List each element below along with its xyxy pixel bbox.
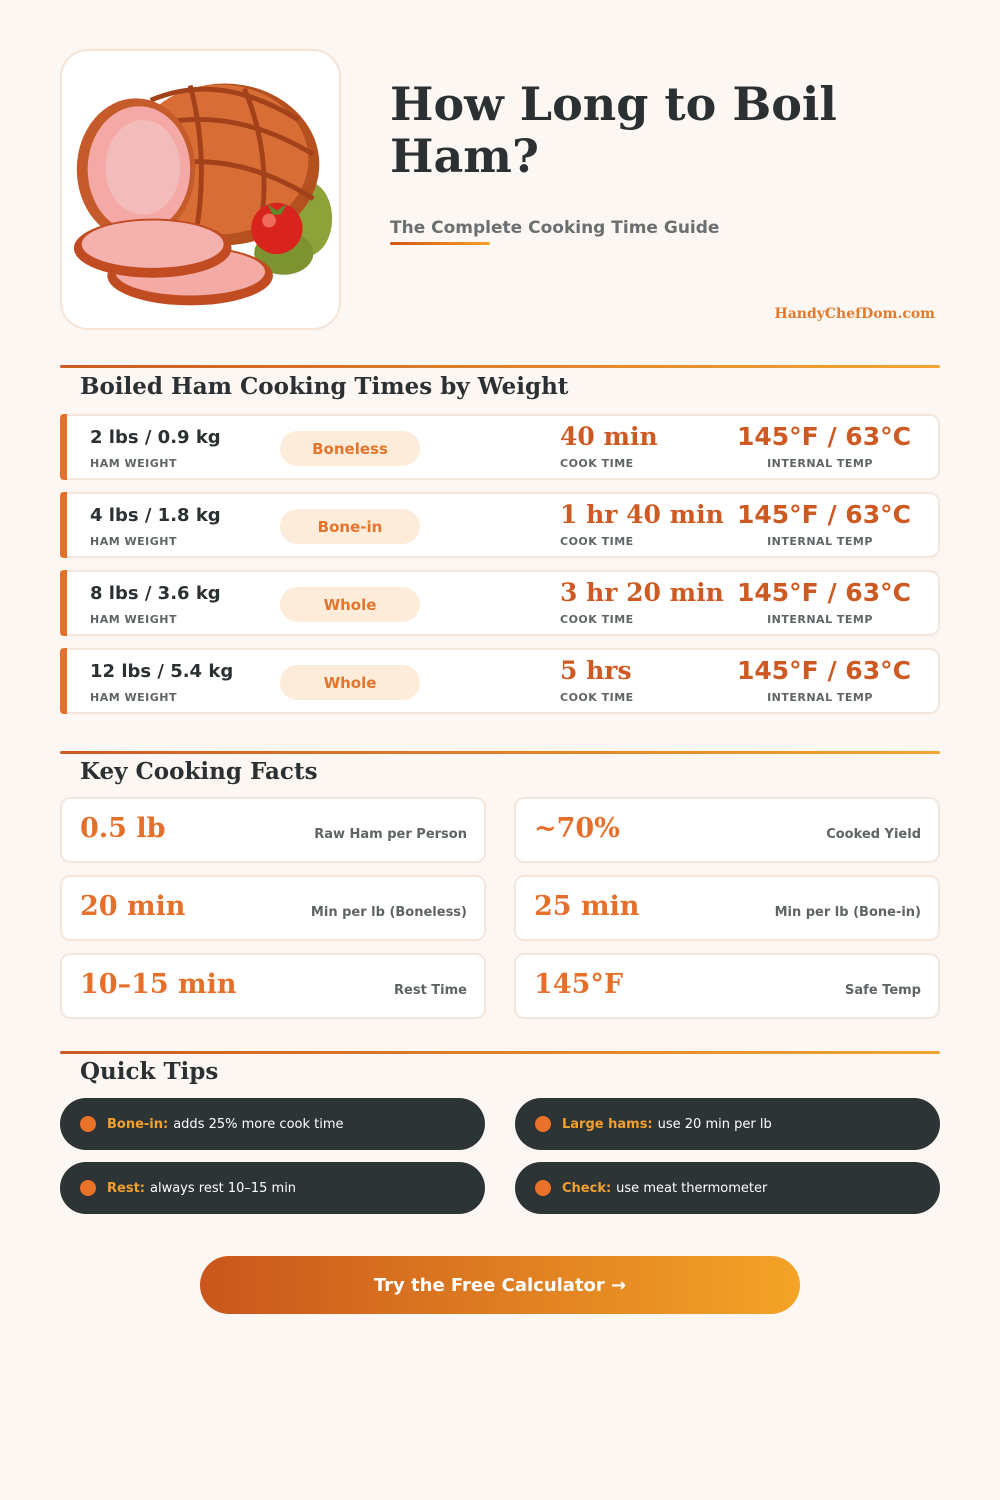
fact-card	[60, 797, 486, 863]
tip-text: use 20 min per lb	[657, 1116, 772, 1132]
tip-item	[60, 1162, 485, 1214]
calculator-cta-button[interactable]: Try the Free Calculator →	[200, 1256, 800, 1314]
internal-temp-label: INTERNAL TEMP	[767, 613, 873, 626]
fact-label: Min per lb (Boneless)	[310, 905, 467, 920]
fact-card	[60, 875, 486, 941]
ham-type-badge: Bone-in	[280, 509, 420, 544]
cook-time-label: COOK TIME	[560, 691, 634, 704]
ham-type-badge: Boneless	[280, 431, 420, 466]
bullet-dot-icon	[80, 1180, 96, 1196]
fact-label: Rest Time	[394, 983, 467, 998]
section-divider	[60, 751, 940, 754]
facts-section-title: Key Cooking Facts	[80, 758, 318, 785]
row-internal-temp: 145°F / 63°C	[737, 656, 911, 685]
table-row	[60, 648, 940, 714]
row-internal-temp: 145°F / 63°C	[737, 422, 911, 451]
tip-key: Rest:	[107, 1180, 145, 1196]
internal-temp-label: INTERNAL TEMP	[767, 535, 873, 548]
fact-value: 25 min	[534, 891, 640, 922]
tip-text: always rest 10–15 min	[149, 1180, 297, 1196]
bullet-dot-icon	[535, 1116, 551, 1132]
page-title: How Long to Boil Ham?	[390, 77, 837, 183]
site-link[interactable]: HandyChefDom.com	[774, 306, 935, 322]
page-subtitle: The Complete Cooking Time Guide	[390, 218, 720, 238]
table-row	[60, 414, 940, 480]
section-divider	[60, 1051, 940, 1054]
fact-value: ~70%	[534, 813, 620, 844]
ham-illustration-icon	[62, 51, 339, 328]
internal-temp-label: INTERNAL TEMP	[767, 691, 873, 704]
row-weight: 8 lbs / 3.6 kg	[90, 583, 221, 604]
row-weight: 4 lbs / 1.8 kg	[90, 505, 221, 526]
fact-label: Cooked Yield	[826, 827, 921, 842]
row-cook-time: 40 min	[560, 422, 658, 451]
row-weight: 2 lbs / 0.9 kg	[90, 427, 221, 448]
table-row	[60, 492, 940, 558]
row-cook-time: 1 hr 40 min	[560, 500, 724, 529]
ham-type-badge: Whole	[280, 587, 420, 622]
fact-label: Safe Temp	[845, 983, 921, 998]
cook-time-label: COOK TIME	[560, 535, 634, 548]
times-section-title: Boiled Ham Cooking Times by Weight	[80, 373, 569, 400]
weight-label: HAM WEIGHT	[90, 613, 177, 626]
fact-value: 10–15 min	[80, 969, 237, 1000]
fact-value: 0.5 lb	[80, 813, 166, 844]
fact-card	[514, 875, 940, 941]
tips-section-title: Quick Tips	[80, 1058, 219, 1085]
bullet-dot-icon	[80, 1116, 96, 1132]
fact-label: Min per lb (Bone-in)	[774, 905, 921, 920]
fact-card	[60, 953, 486, 1019]
tip-key: Bone-in:	[107, 1116, 169, 1132]
tip-item	[515, 1162, 940, 1214]
bullet-dot-icon	[535, 1180, 551, 1196]
row-cook-time: 5 hrs	[560, 656, 632, 685]
ham-illustration	[60, 49, 341, 330]
fact-card	[514, 797, 940, 863]
table-row	[60, 570, 940, 636]
tip-key: Check:	[562, 1180, 612, 1196]
cook-time-label: COOK TIME	[560, 457, 634, 470]
row-cook-time: 3 hr 20 min	[560, 578, 724, 607]
tip-text: adds 25% more cook time	[173, 1116, 344, 1132]
row-internal-temp: 145°F / 63°C	[737, 578, 911, 607]
subtitle-underline	[390, 242, 490, 245]
tip-item	[515, 1098, 940, 1150]
tip-key: Large hams:	[562, 1116, 653, 1132]
weight-label: HAM WEIGHT	[90, 457, 177, 470]
tip-text: use meat thermometer	[616, 1180, 768, 1196]
weight-label: HAM WEIGHT	[90, 691, 177, 704]
tip-item	[60, 1098, 485, 1150]
fact-card	[514, 953, 940, 1019]
weight-label: HAM WEIGHT	[90, 535, 177, 548]
row-internal-temp: 145°F / 63°C	[737, 500, 911, 529]
fact-value: 20 min	[80, 891, 186, 922]
row-weight: 12 lbs / 5.4 kg	[90, 661, 234, 682]
section-divider	[60, 365, 940, 368]
ham-type-badge: Whole	[280, 665, 420, 700]
internal-temp-label: INTERNAL TEMP	[767, 457, 873, 470]
cook-time-label: COOK TIME	[560, 613, 634, 626]
fact-label: Raw Ham per Person	[314, 827, 467, 842]
fact-value: 145°F	[534, 969, 624, 1000]
